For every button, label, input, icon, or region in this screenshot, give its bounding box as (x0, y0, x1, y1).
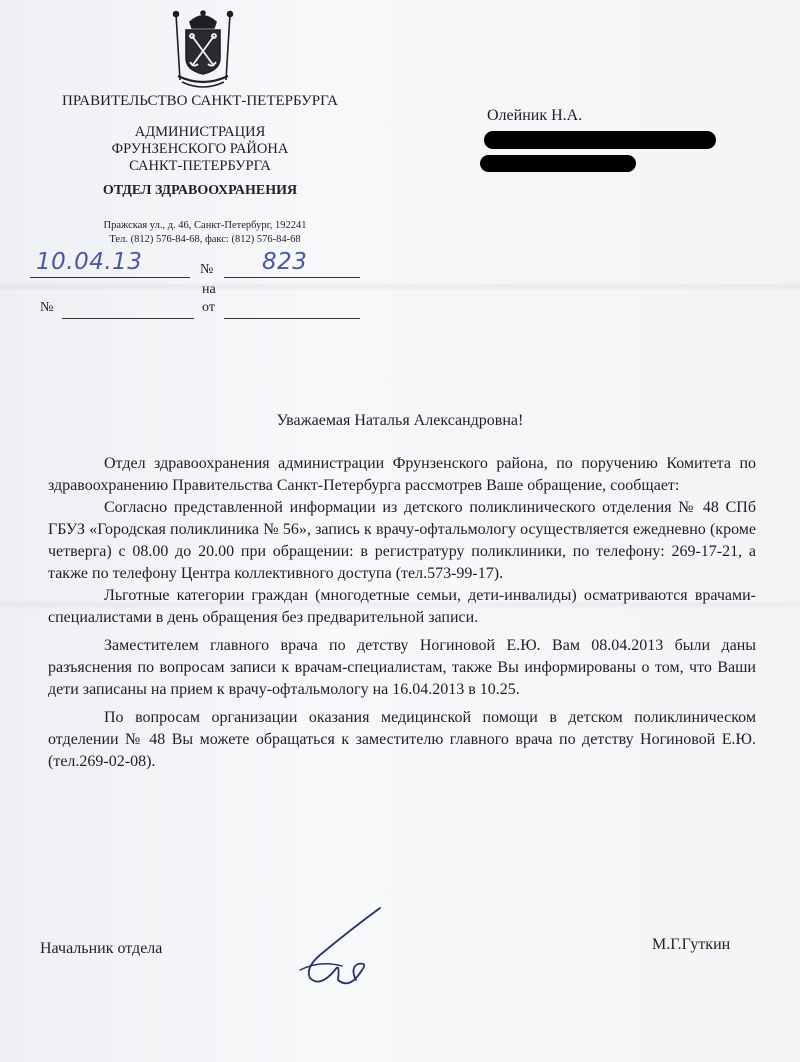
recipient-name: Олейник Н.А. (487, 107, 583, 124)
redacted-address-line (484, 131, 716, 149)
phone-line: Тел. (812) 576-84-68, факс: (812) 576-84-68 (109, 234, 301, 245)
on-label: на (202, 282, 216, 297)
ref-number-field (62, 298, 194, 319)
letter-greeting: Уважаемая Наталья Александровна! (276, 412, 524, 429)
government-title: ПРАВИТЕЛЬСТВО САНКТ-ПЕТЕРБУРГА (62, 93, 338, 109)
admin-line: АДМИНИСТРАЦИЯ (134, 124, 266, 140)
signer-name: М.Г.Гуткин (652, 936, 731, 953)
reg-date-field (30, 249, 190, 278)
letter-paragraph: Отдел здравоохранения администрации Фрунзенского района, по поручению Комитета по здравоохранению Правительства Санкт-Петербурга рассмотрев Ваше обращение, сообщает: (48, 455, 756, 494)
reg-number-field (224, 249, 360, 278)
letter-paragraph: По вопросам организации оказания медицинской помощи в детском поликлиническом отделении № 48 Вы можете обращаться к заместителю главного врача по детству Ногиновой Е.Ю. (тел.269-02-08). (48, 709, 756, 770)
letter-body (48, 453, 756, 773)
reg-number-label: № (200, 262, 214, 277)
address-line: Пражская ул., д. 46, Санкт-Петербург, 192241 (103, 220, 307, 231)
signer-position: Начальник отдела (40, 940, 163, 957)
from-label: от (202, 300, 215, 315)
letter-paragraph: Согласно представленной информации из детского поликлинического отделения № 48 СПб ГБУЗ «Городская поликлиника № 56», запись к врачу-офтальмологу осуществляется ежедневно (кроме четверга) с 08.00 до 20.00 при обращении: в регистратуру поликлиники, по телефону: 269-17-21, а также по телефону Центра коллективного доступа (тел.573-99-17). (48, 499, 756, 582)
letter-paragraph: Заместителем главного врача по детству Ногиновой Е.Ю. Вам 08.04.2013 были даны разъяснения по вопросам записи к врачам-специалистам, также Вы информированы о том, что Ваши дети записаны на прием к врачу-офтальмологу на 16.04.2013 в 10.25. (48, 637, 756, 698)
reg-date-handwritten: 10.04.13 (36, 249, 143, 275)
coat-of-arms-icon (168, 8, 238, 88)
admin-line: САНКТ-ПЕТЕРБУРГА (129, 158, 271, 174)
handwritten-signature-icon (280, 900, 390, 1000)
from-date-field (224, 298, 360, 319)
letter-paragraph: Льготные категории граждан (многодетные семьи, дети-инвалиды) осматриваются врачами-специалистами в день обращения без предварительной записи. (48, 587, 756, 626)
reg-number-handwritten: 823 (262, 249, 308, 275)
admin-line: ФРУНЗЕНСКОГО РАЙОНА (111, 141, 289, 157)
department-title: ОТДЕЛ ЗДРАВООХРАНЕНИЯ (102, 183, 298, 198)
redacted-address-line (480, 155, 636, 172)
ref-number-label: № (40, 300, 54, 315)
administration-block (95, 124, 305, 175)
department-address (60, 219, 350, 247)
